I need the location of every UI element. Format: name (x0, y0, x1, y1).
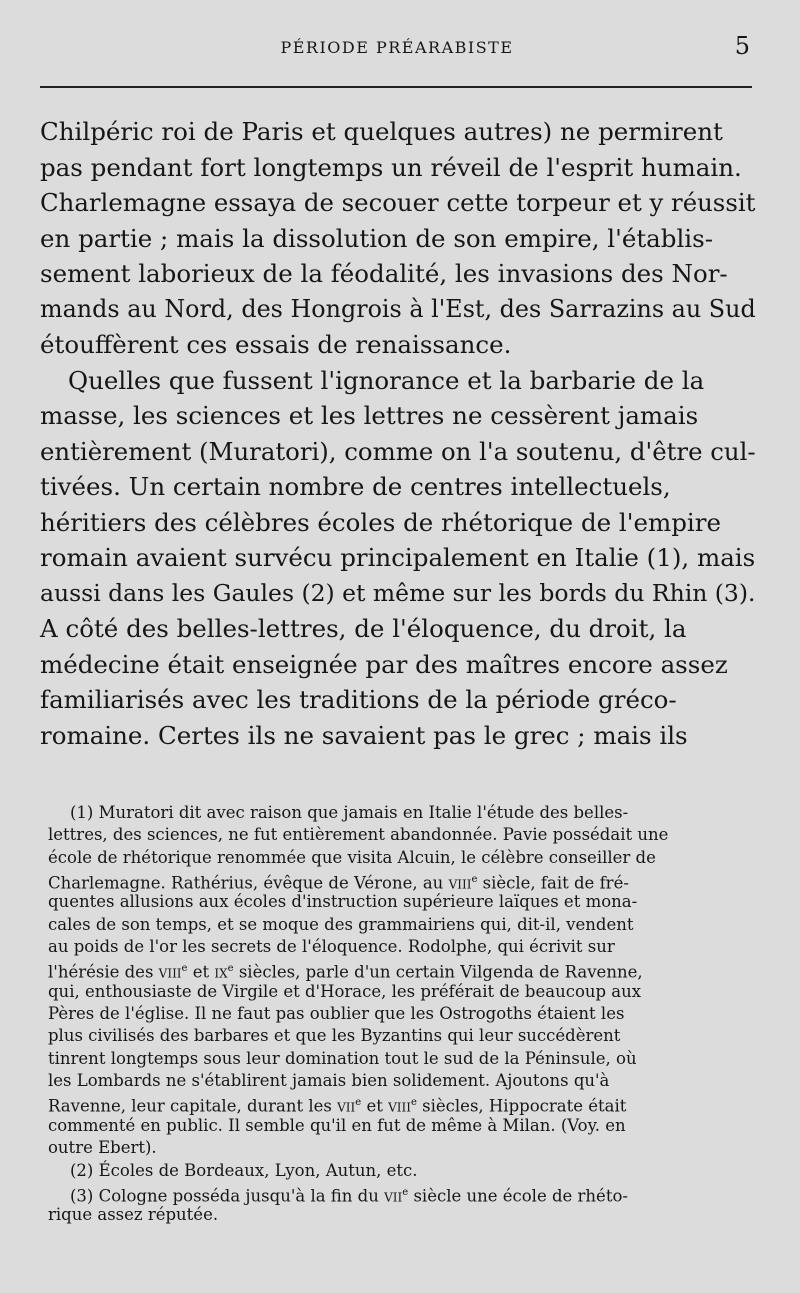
text-line: sement laborieux de la féodalité, les invasions des Nor- (40, 259, 728, 288)
text-line: pas pendant fort longtemps un réveil de l'esprit humain. (40, 152, 742, 182)
footnote-line: les Lombards ne s'établirent jamais bien solidement. Ajoutons qu'à (48, 1071, 610, 1091)
footnote-line: tinrent longtemps sous leur domination tout le sud de la Péninsule, où (48, 1048, 637, 1068)
footnote-line: (3) Cologne posséda jusqu'à la fin du vii$^e$ siècle une école de rhéto- (70, 1186, 628, 1206)
footnote-line: Pères de l'église. Il ne faut pas oublier que les Ostrogoths étaient les (48, 1004, 625, 1024)
text-line: mands au Nord, des Hongrois à l'Est, des Sarrazins au Sud (40, 294, 756, 323)
page-number: 5 (734, 32, 750, 60)
footnote-line: quentes allusions aux écoles d'instruction supérieure laïques et mona- (48, 892, 638, 912)
footnote-line: Ravenne, leur capitale, durant les vii$^e$ et viii$^e$ siècles, Hippocrate était (48, 1096, 627, 1116)
text-line: étouffèrent ces essais de renaissance. (40, 330, 512, 359)
text-line: médecine était enseignée par des maîtres encore assez (40, 649, 728, 679)
text-line: Charlemagne essaya de secouer cette torpeur et y réussit (40, 188, 756, 217)
header-rule (40, 86, 752, 88)
text-line: romaine. Certes ils ne savaient pas le grec ; mais ils (40, 720, 688, 750)
text-line: romain avaient survécu principalement en Italie (1), mais (40, 543, 756, 572)
main-text (40, 114, 756, 753)
text-line: familiarisés avec les traditions de la période gréco- (40, 685, 677, 714)
footnote-line: (2) Écoles de Bordeaux, Lyon, Autun, etc. (70, 1160, 418, 1180)
text-line: Chilpéric roi de Paris et quelques autres) ne permirent (40, 117, 723, 146)
footnote-line: lettres, des sciences, ne fut entièrement abandonnée. Pavie possédait une (48, 825, 669, 845)
text-line: A côté des belles-lettres, de l'éloquence, du droit, la (40, 614, 687, 643)
page-header (40, 34, 754, 64)
text-line: Quelles que fussent l'ignorance et la barbarie de la (68, 365, 705, 395)
footnote-line: (1) Muratori dit avec raison que jamais en Italie l'étude des belles- (70, 803, 629, 822)
text-line: héritiers des célèbres écoles de rhétorique de l'empire (40, 507, 721, 537)
footnote-line: au poids de l'or les secrets de l'éloquence. Rodolphe, qui écrivit sur (48, 937, 615, 957)
footnote-line: Charlemagne. Rathérius, évêque de Vérone, au viii$^e$ siècle, fait de fré- (48, 873, 629, 893)
text-line: entièrement (Muratori), comme on l'a soutenu, d'être cul- (40, 436, 756, 466)
text-line: aussi dans les Gaules (2) et même sur les bords du Rhin (3). (40, 578, 756, 607)
footnote-line: commenté en public. Il semble qu'il en fut de même à Milan. (Voy. en (48, 1115, 626, 1135)
text-line: masse, les sciences et les lettres ne cessèrent jamais (40, 401, 699, 430)
footnote-line: école de rhétorique renommée que visita Alcuin, le célèbre conseiller de (48, 847, 656, 867)
text-line: en partie ; mais la dissolution de son empire, l'établis- (40, 223, 713, 253)
footnote-line: plus civilisés des barbares et que les Byzantins qui leur succédèrent (48, 1026, 621, 1046)
running-title: PÉRIODE PRÉARABISTE (280, 38, 514, 57)
footnote-line: l'hérésie des viii$^e$ et $ix^e$ siècles, parle d'un certain Vilgenda de Ravenne, (48, 962, 643, 982)
footnote-line: rique assez réputée. (48, 1205, 219, 1225)
footnotes (48, 802, 760, 1227)
footnote-line: cales de son temps, et se moque des grammairiens qui, dit-il, vendent (48, 914, 634, 934)
footnote-line: qui, enthousiaste de Virgile et d'Horace, les préférait de beaucoup aux (48, 981, 642, 1001)
text-line: tivées. Un certain nombre de centres intellectuels, (40, 472, 671, 501)
footnote-line: outre Ebert). (48, 1138, 157, 1158)
